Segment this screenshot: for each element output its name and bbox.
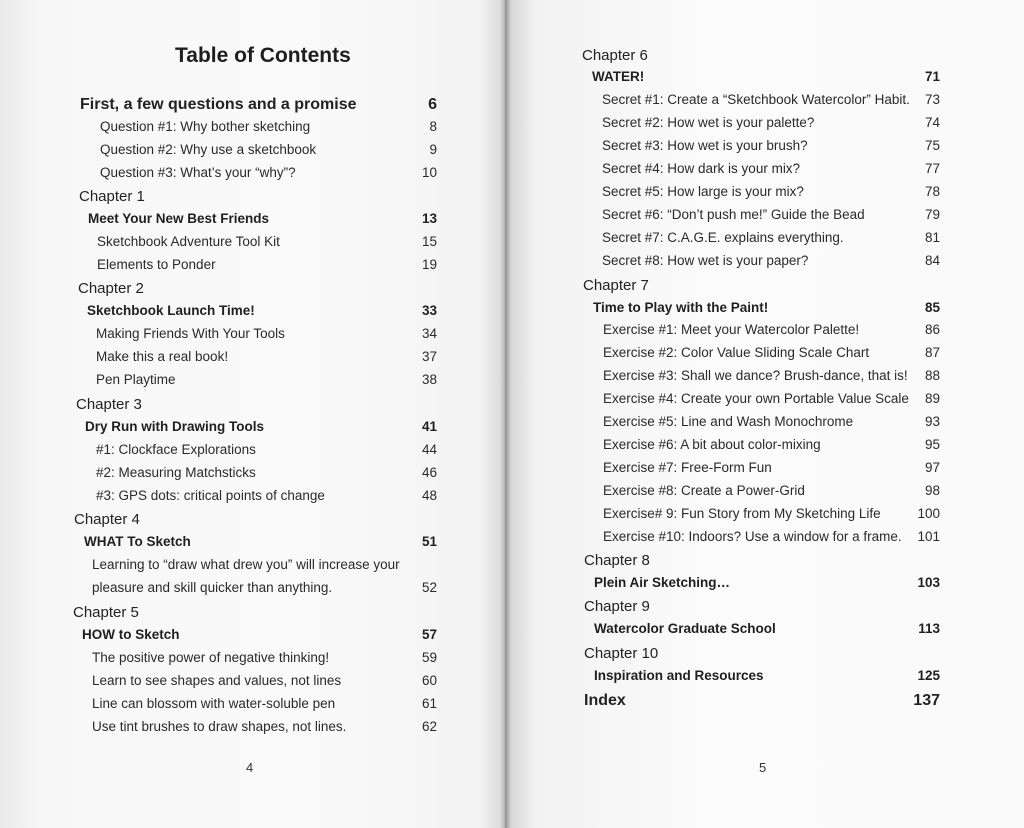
toc-entry-label: Chapter 10 [584, 645, 659, 662]
toc-entry-label: Chapter 1 [79, 188, 145, 205]
toc-entry-sub [92, 673, 437, 688]
toc-entry-page-number: 48 [421, 488, 437, 503]
toc-entry-page-number: 13 [421, 211, 437, 226]
toc-entry-sub [602, 184, 940, 199]
toc-entry-page-number: 137 [913, 692, 940, 709]
page-number-left: 4 [246, 760, 254, 775]
toc-entry-page-number: 57 [421, 627, 437, 642]
toc-entry-sub [603, 506, 940, 521]
toc-entry-sub [100, 119, 437, 134]
toc-entry-sub [602, 92, 940, 107]
toc-entry-page-number: 41 [421, 419, 437, 434]
toc-entry-sub [96, 465, 437, 480]
toc-entry-label: Secret #7: C.A.G.E. explains everything. [602, 230, 844, 245]
toc-entry-page-number: 33 [421, 303, 437, 318]
toc-entry-page-number: 78 [924, 184, 940, 199]
toc-entry-sub [603, 529, 940, 544]
toc-entry-sub [603, 414, 940, 429]
right-page [505, 0, 1024, 828]
toc-entry-label: Chapter 7 [583, 277, 649, 294]
toc-entry-section [593, 300, 940, 315]
toc-entry-front [584, 692, 940, 710]
toc-entry-sub [602, 253, 940, 268]
toc-entry-label: Watercolor Graduate School [594, 621, 776, 636]
toc-entry-label: Make this a real book! [96, 349, 229, 364]
toc-entry-label: Exercise# 9: Fun Story from My Sketching Life [603, 506, 881, 521]
toc-entry-page-number: 74 [924, 115, 940, 130]
toc-entry-sub [92, 650, 437, 665]
toc-entry-label: Question #2: Why use a sketchbook [100, 142, 317, 157]
toc-entry-label: Plein Air Sketching… [594, 575, 731, 590]
toc-entry-chapter [76, 396, 437, 413]
toc-entry-label: Chapter 8 [584, 552, 650, 569]
toc-entry-label: Exercise #4: Create your own Portable Value Scale [603, 391, 909, 406]
toc-entry-sub [97, 257, 437, 272]
toc-entry-label: Exercise #2: Color Value Sliding Scale Chart [603, 345, 870, 360]
toc-entry-section [88, 211, 437, 226]
toc-entry-section [594, 621, 940, 636]
toc-entry-label: Chapter 9 [584, 598, 650, 615]
toc-entry-page-number: 38 [421, 372, 437, 387]
toc-entry-sub [100, 142, 437, 157]
toc-entry-sub [602, 207, 940, 222]
toc-entry-label: Dry Run with Drawing Tools [85, 419, 265, 434]
toc-entry-chapter [582, 47, 940, 64]
toc-entry-page-number: 46 [421, 465, 437, 480]
toc-entry-sub [97, 234, 437, 249]
toc-entry-sub [603, 460, 940, 475]
toc-entry-label: Exercise #5: Line and Wash Monochrome [603, 414, 854, 429]
toc-entry-label: Secret #2: How wet is your palette? [602, 115, 815, 130]
toc-entry-sub [96, 488, 437, 503]
toc-entry-sub [602, 115, 940, 130]
toc-entry-section [594, 575, 940, 590]
left-page [0, 0, 505, 828]
toc-entry-page-number: 59 [421, 650, 437, 665]
toc-entry-page-number: 10 [421, 165, 437, 180]
toc-entry-label: Chapter 4 [74, 511, 140, 528]
toc-entry-label: Sketchbook Adventure Tool Kit [97, 234, 280, 249]
toc-entry-label: Secret #1: Create a “Sketchbook Watercolor” Habit. [602, 92, 910, 107]
toc-entry-label: Question #3: What’s your “why”? [100, 165, 296, 180]
toc-entry-front [80, 96, 437, 114]
toc-entry-label: Secret #6: “Don’t push me!” Guide the Bead [602, 207, 865, 222]
toc-entry-page-number: 87 [924, 345, 940, 360]
toc-entry-label: Exercise #3: Shall we dance? Brush-dance, that is! [603, 368, 908, 383]
toc-entry-label: Chapter 5 [73, 604, 139, 621]
toc-entry-label: Elements to Ponder [97, 257, 216, 272]
toc-entry-page-number: 113 [918, 621, 940, 636]
toc-entry-page-number: 97 [924, 460, 940, 475]
toc-entry-chapter [584, 598, 940, 615]
toc-entry-page-number: 84 [924, 253, 940, 268]
toc-entry-page-number: 37 [421, 349, 437, 364]
toc-entry-page-number: 125 [917, 668, 940, 683]
toc-entry-label: WATER! [592, 69, 645, 84]
toc-entry-label: Use tint brushes to draw shapes, not lines. [92, 719, 347, 734]
toc-entry-page-number: 93 [924, 414, 940, 429]
toc-entry-chapter [584, 645, 940, 662]
toc-entry-label: Inspiration and Resources [594, 668, 764, 683]
toc-entry-page-number: 89 [924, 391, 940, 406]
toc-entry-sub [602, 138, 940, 153]
toc-entry-page-number: 60 [421, 673, 437, 688]
toc-entry-label: Exercise #10: Indoors? Use a window for a frame. [603, 529, 902, 544]
toc-entry-sub [603, 322, 940, 337]
toc-entry-page-number: 8 [429, 119, 437, 134]
toc-entry-sub [92, 696, 437, 711]
toc-entry-label: Exercise #1: Meet your Watercolor Palette! [603, 322, 860, 337]
toc-entry-label: Index [584, 692, 626, 709]
toc-entry-label: Making Friends With Your Tools [96, 326, 285, 341]
toc-entry-label: pleasure and skill quicker than anything. [92, 580, 333, 595]
toc-entry-page-number: 75 [924, 138, 940, 153]
toc-entry-label: Exercise #8: Create a Power-Grid [603, 483, 805, 498]
toc-entry-label: Time to Play with the Paint! [593, 300, 769, 315]
toc-entry-page-number: 6 [428, 96, 437, 113]
toc-entry-label: #1: Clockface Explorations [96, 442, 256, 457]
toc-entry-sub [96, 326, 437, 341]
toc-entry-section [85, 419, 437, 434]
toc-entry-page-number: 79 [924, 207, 940, 222]
toc-entry-label: Pen Playtime [96, 372, 176, 387]
toc-title: Table of Contents [175, 44, 351, 67]
toc-entry-page-number: 34 [421, 326, 437, 341]
toc-entry-sub [602, 230, 940, 245]
toc-entry-page-number: 61 [421, 696, 437, 711]
toc-entry-label: Sketchbook Launch Time! [87, 303, 255, 318]
toc-entry-label: Meet Your New Best Friends [88, 211, 270, 226]
toc-entry-label: Chapter 6 [582, 47, 648, 64]
toc-entry-page-number: 15 [421, 234, 437, 249]
toc-entry-chapter [73, 604, 437, 621]
toc-entry-sub [92, 719, 437, 734]
toc-entry-label: Secret #5: How large is your mix? [602, 184, 804, 199]
toc-entry-sub [100, 165, 437, 180]
toc-entry-page-number: 86 [924, 322, 940, 337]
toc-entry-label: HOW to Sketch [82, 627, 180, 642]
toc-entry-label: Line can blossom with water-soluble pen [92, 696, 336, 711]
toc-entry-page-number: 19 [421, 257, 437, 272]
toc-entry-label: Exercise #6: A bit about color-mixing [603, 437, 821, 452]
toc-entry-label: The positive power of negative thinking! [92, 650, 330, 665]
toc-entry-page-number: 71 [924, 69, 940, 84]
toc-entry-chapter [79, 188, 437, 205]
toc-entry-sub [92, 557, 437, 572]
toc-entry-page-number: 85 [924, 300, 940, 315]
toc-entry-page-number: 88 [924, 368, 940, 383]
toc-entry-sub [603, 391, 940, 406]
toc-entry-page-number: 51 [421, 534, 437, 549]
toc-entry-page-number: 73 [924, 92, 940, 107]
toc-entry-section [592, 69, 940, 84]
toc-entry-chapter [78, 280, 437, 297]
toc-entry-page-number: 95 [924, 437, 940, 452]
toc-entry-page-number: 77 [924, 161, 940, 176]
toc-entry-label: #2: Measuring Matchsticks [96, 465, 256, 480]
toc-entry-chapter [74, 511, 437, 528]
toc-entry-sub [96, 442, 437, 457]
toc-entry-label: Exercise #7: Free-Form Fun [603, 460, 772, 475]
toc-entry-sub [602, 161, 940, 176]
toc-entry-page-number: 52 [421, 580, 437, 595]
toc-entry-section [82, 627, 437, 642]
toc-entry-sub [96, 372, 437, 387]
toc-entry-section [594, 668, 940, 683]
toc-entry-page-number: 81 [924, 230, 940, 245]
page-number-right: 5 [759, 760, 767, 775]
toc-entry-sub [603, 483, 940, 498]
toc-entry-sub [603, 345, 940, 360]
toc-entry-label: Chapter 3 [76, 396, 142, 413]
toc-entry-sub [603, 437, 940, 452]
toc-entry-label: Learning to “draw what drew you” will increase your [92, 557, 400, 572]
toc-entry-label: Question #1: Why bother sketching [100, 119, 311, 134]
toc-entry-page-number: 44 [421, 442, 437, 457]
toc-entry-label: Learn to see shapes and values, not lines [92, 673, 342, 688]
toc-entry-label: Secret #3: How wet is your brush? [602, 138, 808, 153]
toc-entry-chapter [584, 552, 940, 569]
toc-entry-section [84, 534, 437, 549]
toc-entry-label: Chapter 2 [78, 280, 144, 297]
toc-entry-page-number: 62 [421, 719, 437, 734]
toc-entry-sub [92, 580, 437, 595]
toc-entry-sub [603, 368, 940, 383]
toc-entry-label: #3: GPS dots: critical points of change [96, 488, 325, 503]
toc-entry-page-number: 101 [917, 529, 940, 544]
toc-entry-label: First, a few questions and a promise [80, 96, 357, 113]
toc-entry-page-number: 98 [924, 483, 940, 498]
toc-entry-chapter [583, 277, 940, 294]
toc-entry-section [87, 303, 437, 318]
toc-entry-page-number: 9 [429, 142, 437, 157]
toc-entry-page-number: 103 [917, 575, 940, 590]
toc-entry-page-number: 100 [917, 506, 940, 521]
toc-entry-label: Secret #4: How dark is your mix? [602, 161, 801, 176]
toc-entry-sub [96, 349, 437, 364]
toc-entry-label: WHAT To Sketch [84, 534, 191, 549]
toc-entry-label: Secret #8: How wet is your paper? [602, 253, 809, 268]
